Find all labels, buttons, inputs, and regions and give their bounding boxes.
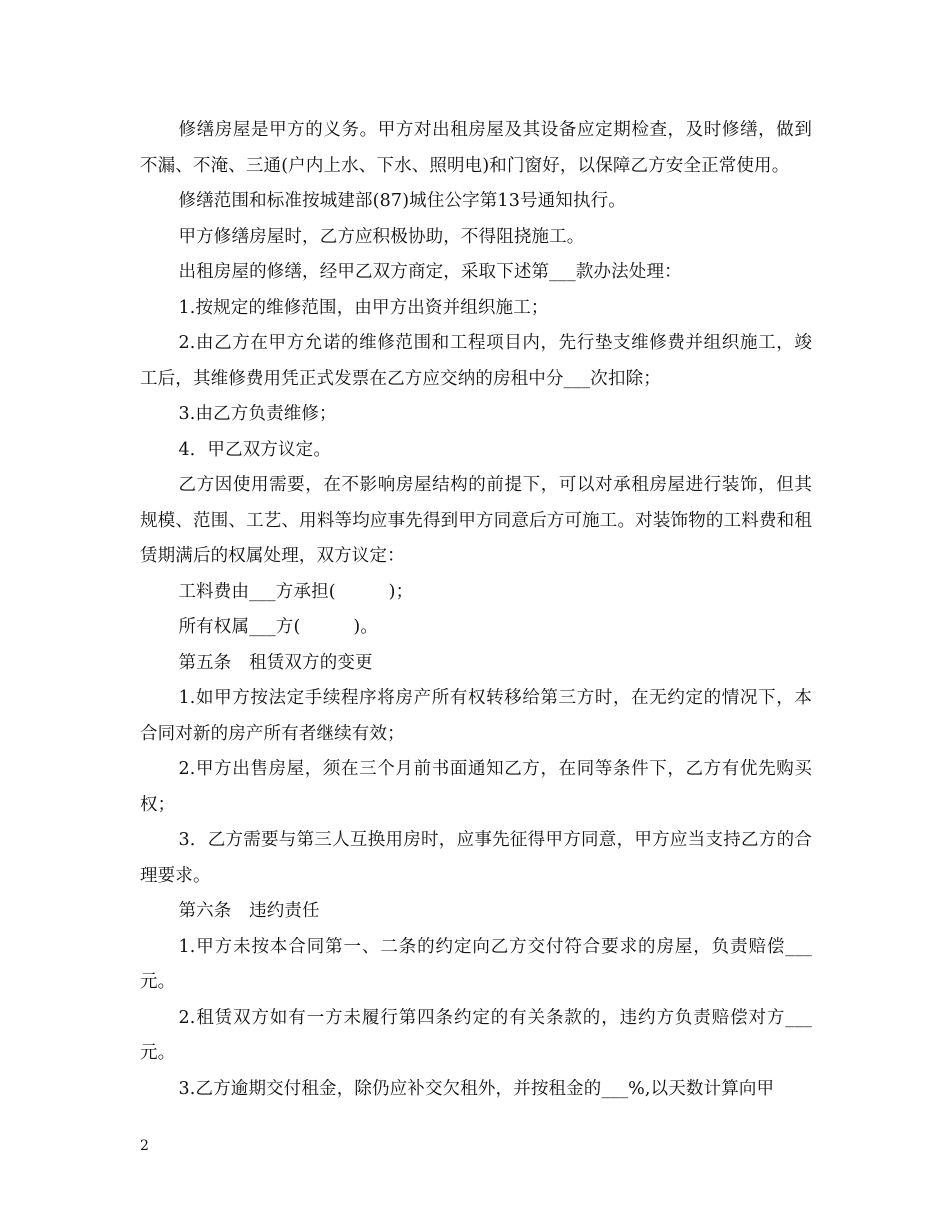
list-item-change-3: 3．乙方需要与第三人互换用房时，应事先征得甲方同意，甲方应当支持乙方的合理要求。 [140, 830, 812, 886]
list-item-repair-option-3: 3.由乙方负责维修； [178, 404, 337, 424]
paragraph-material-cost: 工料费由___方承担( )； [178, 581, 414, 602]
list-item-change-2: 2.甲方出售房屋，须在三个月前书面通知乙方，在同等条件下，乙方有优先购买权； [140, 759, 812, 815]
paragraph-repair-scope: 修缮范围和标准按城建部(87)城住公字第13号通知执行。 [178, 191, 626, 211]
document-body [140, 113, 812, 1107]
list-item-liability-3: 3.乙方逾期交付租金，除仍应补交欠租外，并按租金的___%,以天数计算向甲 [178, 1078, 775, 1099]
paragraph-repair-duty: 修缮房屋是甲方的义务。甲方对出租房屋及其设备应定期检查，及时修缮，做到不漏、不淹、三通(户内上水、下水、照明电)和门窗好，以保障乙方安全正常使用。 [140, 120, 812, 176]
list-item-change-1: 1.如甲方按法定手续程序将房产所有权转移给第三方时，在无约定的情况下，本合同对新的房产所有者继续有效； [140, 688, 812, 744]
section-heading-article-5: 第五条 租赁双方的变更 [178, 652, 373, 673]
paragraph-ownership: 所有权属___方( )。 [178, 617, 379, 637]
list-item-liability-2: 2.租赁双方如有一方未履行第四条约定的有关条款的，违约方负责赔偿对方___元。 [140, 1007, 812, 1063]
page-number: 2 [140, 1138, 149, 1154]
list-item-liability-1: 1.甲方未按本合同第一、二条的约定向乙方交付符合要求的房屋，负责赔偿___元。 [140, 936, 812, 992]
list-item-repair-option-2: 2.由乙方在甲方允诺的维修范围和工程项目内，先行垫支维修费并组织施工，竣工后，其维修费用凭正式发票在乙方应交纳的房租中分___次扣除； [140, 333, 812, 389]
section-heading-article-6: 第六条 违约责任 [178, 901, 320, 921]
paragraph-decoration: 乙方因使用需要，在不影响房屋结构的前提下，可以对承租房屋进行装饰，但其规模、范围、工艺、用料等均应事先得到甲方同意后方可施工。对装饰物的工料费和租赁期满后的权属处理，双方议定： [140, 475, 812, 566]
list-item-repair-option-1: 1.按规定的维修范围，由甲方出资并组织施工； [178, 297, 549, 318]
list-item-repair-option-4: 4．甲乙双方议定。 [178, 439, 331, 460]
paragraph-repair-method: 出租房屋的修缮，经甲乙双方商定，采取下述第___款办法处理： [178, 262, 682, 282]
paragraph-repair-cooperation: 甲方修缮房屋时，乙方应积极协助，不得阻挠施工。 [178, 226, 585, 247]
